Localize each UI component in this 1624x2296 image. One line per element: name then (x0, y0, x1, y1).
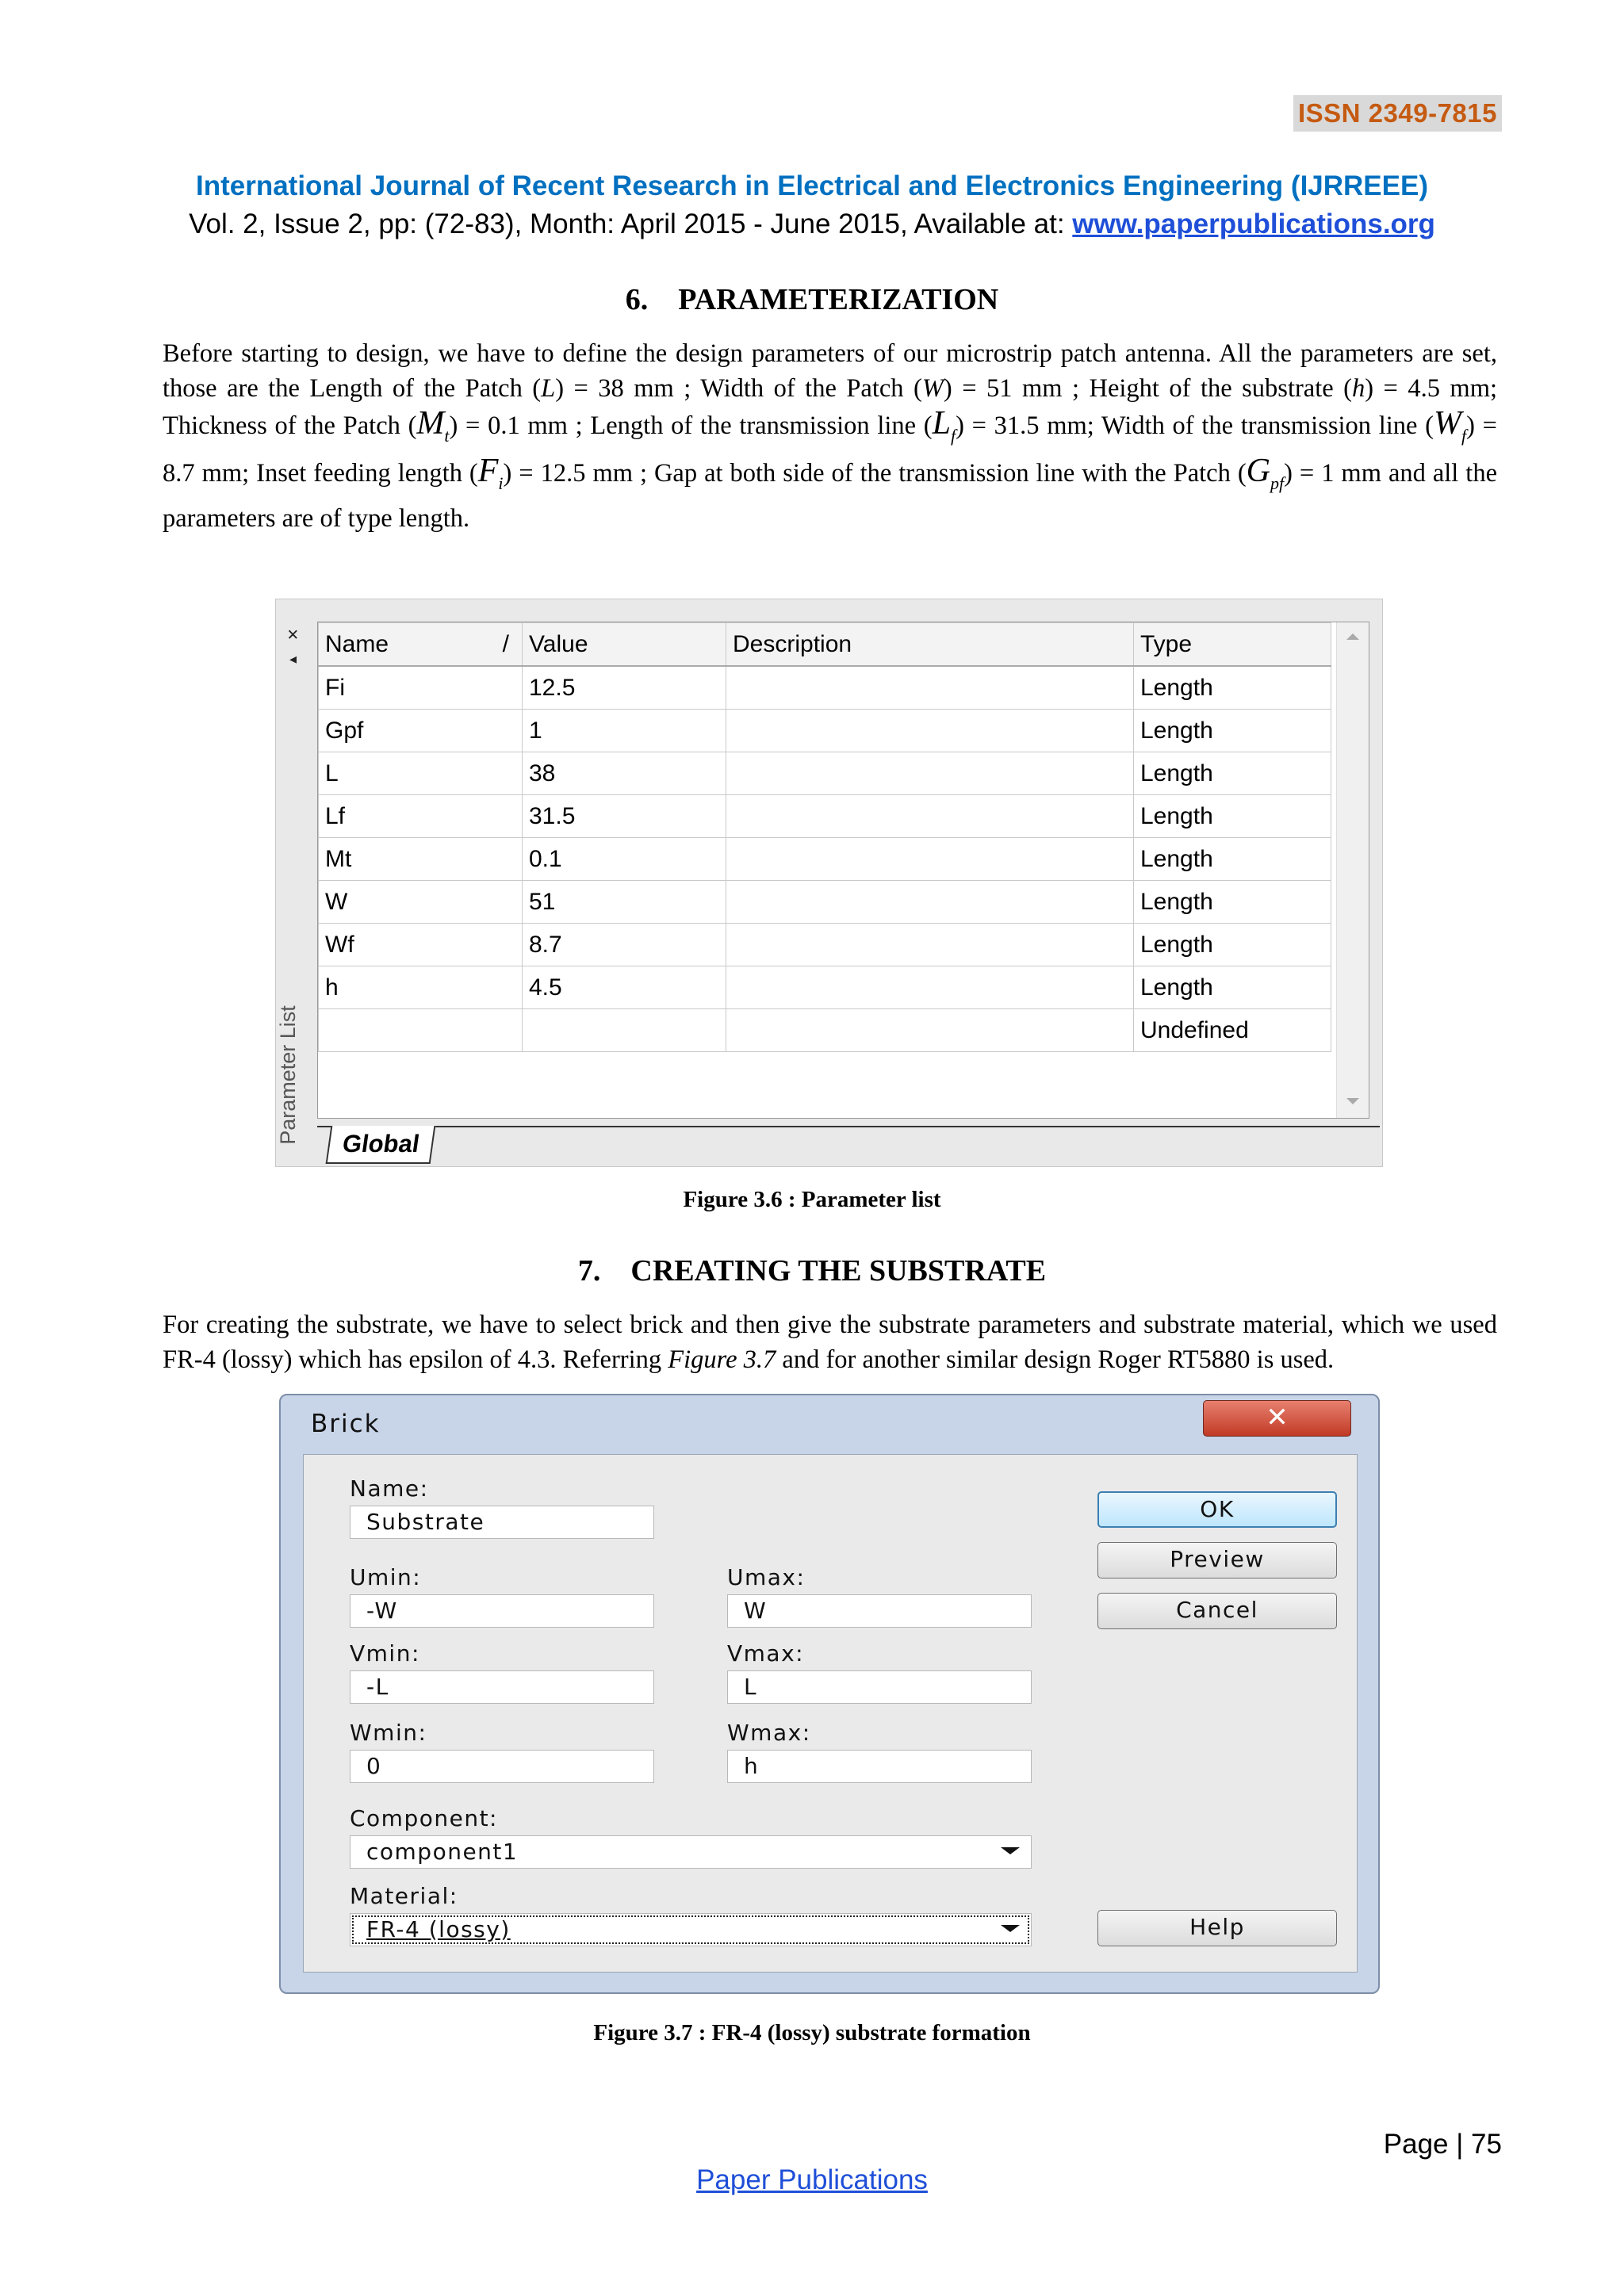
text-run: ) = 0.1 mm ; Length of the transmission line ( (449, 411, 933, 440)
umin-label: Umin: (350, 1564, 422, 1590)
section-6-title: PARAMETERIZATION (678, 283, 999, 316)
table-row[interactable] (319, 966, 1331, 1009)
material-select[interactable] (350, 1913, 1032, 1946)
cell-description[interactable] (726, 752, 1134, 795)
cell-description[interactable] (726, 966, 1134, 1009)
cell-type[interactable]: Length (1134, 966, 1331, 1009)
section-6-paragraph (163, 336, 1497, 536)
issn-badge: ISSN 2349-7815 (1293, 95, 1502, 132)
cell-description[interactable] (726, 666, 1134, 710)
section-7-title: CREATING THE SUBSTRATE (630, 1254, 1047, 1288)
cell-name[interactable]: L (319, 752, 523, 795)
cell-name[interactable]: W (319, 881, 523, 924)
wmax-label: Wmax: (727, 1720, 811, 1746)
wmin-input[interactable]: 0 (350, 1750, 654, 1783)
var-Gpf: G (1246, 453, 1270, 489)
section-7-heading (0, 1253, 1624, 1288)
text-run: ) = 12.5 mm ; Gap at both side of the transmission line with the Patch ( (503, 459, 1247, 488)
cell-value[interactable]: 8.7 (523, 924, 726, 966)
var-Wf-sub: f (1461, 426, 1467, 446)
cell-value[interactable]: 51 (523, 881, 726, 924)
component-value: component1 (366, 1839, 519, 1865)
cell-description[interactable] (726, 838, 1134, 881)
text-run: For creating the substrate, we have to select brick and then give the substrate parameters and substrate material, which we used FR-4 (lossy) which has epsilon of 4.3. Referring (163, 1311, 1497, 1374)
cell-description[interactable] (726, 1009, 1134, 1052)
cell-type[interactable]: Length (1134, 838, 1331, 881)
scroll-down-icon[interactable] (1346, 1098, 1359, 1104)
publisher-link[interactable]: Paper Publications (696, 2164, 928, 2195)
var-M-sub: t (444, 426, 450, 446)
close-icon[interactable]: × (287, 623, 299, 646)
text-run: ) = 31.5 mm; Width of the transmission line ( (956, 411, 1434, 440)
table-row[interactable] (319, 924, 1331, 966)
tab-global[interactable]: Global (326, 1126, 436, 1164)
tab-bar-line (317, 1126, 1380, 1127)
name-label: Name: (350, 1475, 429, 1502)
cell-name[interactable]: Fi (319, 666, 523, 710)
material-label: Material: (350, 1883, 458, 1909)
ok-button[interactable]: OK (1097, 1491, 1337, 1528)
collapse-arrow-icon[interactable]: ◂ (289, 651, 297, 667)
cell-value[interactable]: 1 (523, 710, 726, 752)
vmin-label: Vmin: (350, 1640, 420, 1667)
help-button[interactable]: Help (1097, 1910, 1337, 1946)
material-value: FR-4 (lossy) (366, 1916, 511, 1942)
volume-line (0, 209, 1624, 240)
cell-description[interactable] (726, 881, 1134, 924)
cell-value[interactable]: 12.5 (523, 666, 726, 710)
column-header-name[interactable] (319, 623, 523, 667)
text-run: Before starting to design, we have to define the design parameters of our microstrip patch antenna. All the parameters are set, those are the Length of the Patch ( (163, 339, 1497, 403)
parameter-table-container (317, 622, 1369, 1119)
tab-bar (317, 1121, 1380, 1166)
cell-value[interactable]: 31.5 (523, 795, 726, 838)
vertical-scrollbar[interactable] (1336, 622, 1369, 1118)
dialog-title: Brick (311, 1410, 381, 1438)
var-Gpf-sub: pf (1270, 473, 1285, 493)
section-6-heading (0, 282, 1624, 317)
section-6-number: 6. (625, 283, 649, 316)
column-header-type[interactable]: Type (1134, 623, 1331, 667)
cell-value[interactable]: 38 (523, 752, 726, 795)
chevron-down-icon[interactable] (1001, 1847, 1020, 1854)
table-header-row (319, 623, 1331, 667)
brick-dialog (279, 1394, 1380, 1994)
text-run: ) = 8.7 mm; Inset feeding length ( (163, 411, 1497, 488)
cell-value[interactable]: 4.5 (523, 966, 726, 1009)
parameter-list-panel (275, 599, 1383, 1167)
journal-link[interactable]: www.paperpublications.org (1072, 209, 1435, 239)
cell-description[interactable] (726, 710, 1134, 752)
cell-name[interactable]: Lf (319, 795, 523, 838)
cell-name[interactable]: Gpf (319, 710, 523, 752)
wmin-label: Wmin: (350, 1720, 427, 1746)
section-7-number: 7. (577, 1254, 601, 1288)
cell-description[interactable] (726, 795, 1134, 838)
preview-button[interactable]: Preview (1097, 1542, 1337, 1578)
var-W: W (921, 374, 944, 403)
footer (0, 2164, 1624, 2196)
var-L: L (541, 374, 556, 403)
umax-label: Umax: (727, 1564, 806, 1590)
table-row[interactable] (319, 795, 1331, 838)
var-Lf-sub: f (950, 426, 956, 446)
cell-type[interactable]: Length (1134, 881, 1331, 924)
component-label: Component: (350, 1805, 498, 1831)
column-header-value[interactable]: Value (523, 623, 726, 667)
var-Fi: F (477, 453, 499, 489)
figure-reference: Figure 3.7 (668, 1345, 776, 1374)
name-input[interactable]: Substrate (350, 1506, 654, 1539)
component-select[interactable] (350, 1835, 1032, 1869)
table-row[interactable] (319, 881, 1331, 924)
header-label: Name (325, 630, 389, 657)
table-row[interactable] (319, 838, 1331, 881)
sort-indicator-icon: / (502, 630, 509, 657)
cell-description[interactable] (726, 924, 1134, 966)
journal-title: International Journal of Recent Research in Electrical and Electronics Engineering (IJRREEE) (195, 170, 1428, 201)
var-Lf: L (932, 405, 951, 442)
parameter-table (318, 622, 1331, 1052)
cell-type[interactable]: Undefined (1134, 1009, 1331, 1052)
cell-name[interactable]: Mt (319, 838, 523, 881)
cell-value[interactable]: 0.1 (523, 838, 726, 881)
cell-type[interactable]: Length (1134, 666, 1331, 710)
cell-name[interactable] (319, 1009, 523, 1052)
text-run: ) = 51 mm ; Height of the substrate ( (943, 374, 1352, 403)
cell-name[interactable]: h (319, 966, 523, 1009)
page-number: Page | 75 (1383, 2129, 1502, 2160)
panel-side-label: Parameter List (276, 1005, 300, 1145)
umax-input[interactable]: W (727, 1594, 1032, 1628)
text-run: ) = 1 mm and all the parameters are of type length. (163, 459, 1497, 533)
chevron-down-icon[interactable] (1001, 1925, 1020, 1932)
wmax-input[interactable]: h (727, 1750, 1032, 1783)
var-h: h (1351, 374, 1365, 403)
figure-3-7-caption: Figure 3.7 : FR-4 (lossy) substrate formation (593, 2020, 1031, 2045)
cell-type[interactable]: Length (1134, 795, 1331, 838)
cell-type[interactable]: Length (1134, 752, 1331, 795)
volume-text: Vol. 2, Issue 2, pp: (72-83), Month: April 2015 - June 2015, Available at: (189, 209, 1073, 239)
cell-type[interactable]: Length (1134, 710, 1331, 752)
umin-input[interactable]: -W (350, 1594, 654, 1628)
scroll-up-icon[interactable] (1346, 633, 1359, 640)
var-Fi-sub: i (498, 473, 504, 493)
table-row[interactable] (319, 1009, 1331, 1052)
text-run: ) = 38 mm ; Width of the Patch ( (555, 374, 922, 403)
vmin-input[interactable]: -L (350, 1670, 654, 1704)
dialog-body (303, 1454, 1358, 1973)
table-row[interactable] (319, 666, 1331, 710)
cell-type[interactable]: Length (1134, 924, 1331, 966)
vmax-label: Vmax: (727, 1640, 805, 1667)
figure-3-6-caption: Figure 3.6 : Parameter list (683, 1187, 941, 1212)
vmax-input[interactable]: L (727, 1670, 1032, 1704)
cancel-button[interactable]: Cancel (1097, 1593, 1337, 1629)
text-run: ) = 4.5 mm; Thickness of the Patch ( (163, 374, 1498, 440)
column-header-description[interactable]: Description (726, 623, 1134, 667)
section-7-paragraph (163, 1307, 1497, 1377)
cell-name[interactable]: Wf (319, 924, 523, 966)
text-run: and for another similar design Roger RT5880 is used. (776, 1345, 1335, 1374)
var-Wf: W (1434, 405, 1461, 442)
close-button[interactable]: ✕ (1203, 1400, 1351, 1437)
cell-value[interactable] (523, 1009, 726, 1052)
table-row[interactable] (319, 752, 1331, 795)
table-row[interactable] (319, 710, 1331, 752)
var-M: M (416, 405, 445, 442)
